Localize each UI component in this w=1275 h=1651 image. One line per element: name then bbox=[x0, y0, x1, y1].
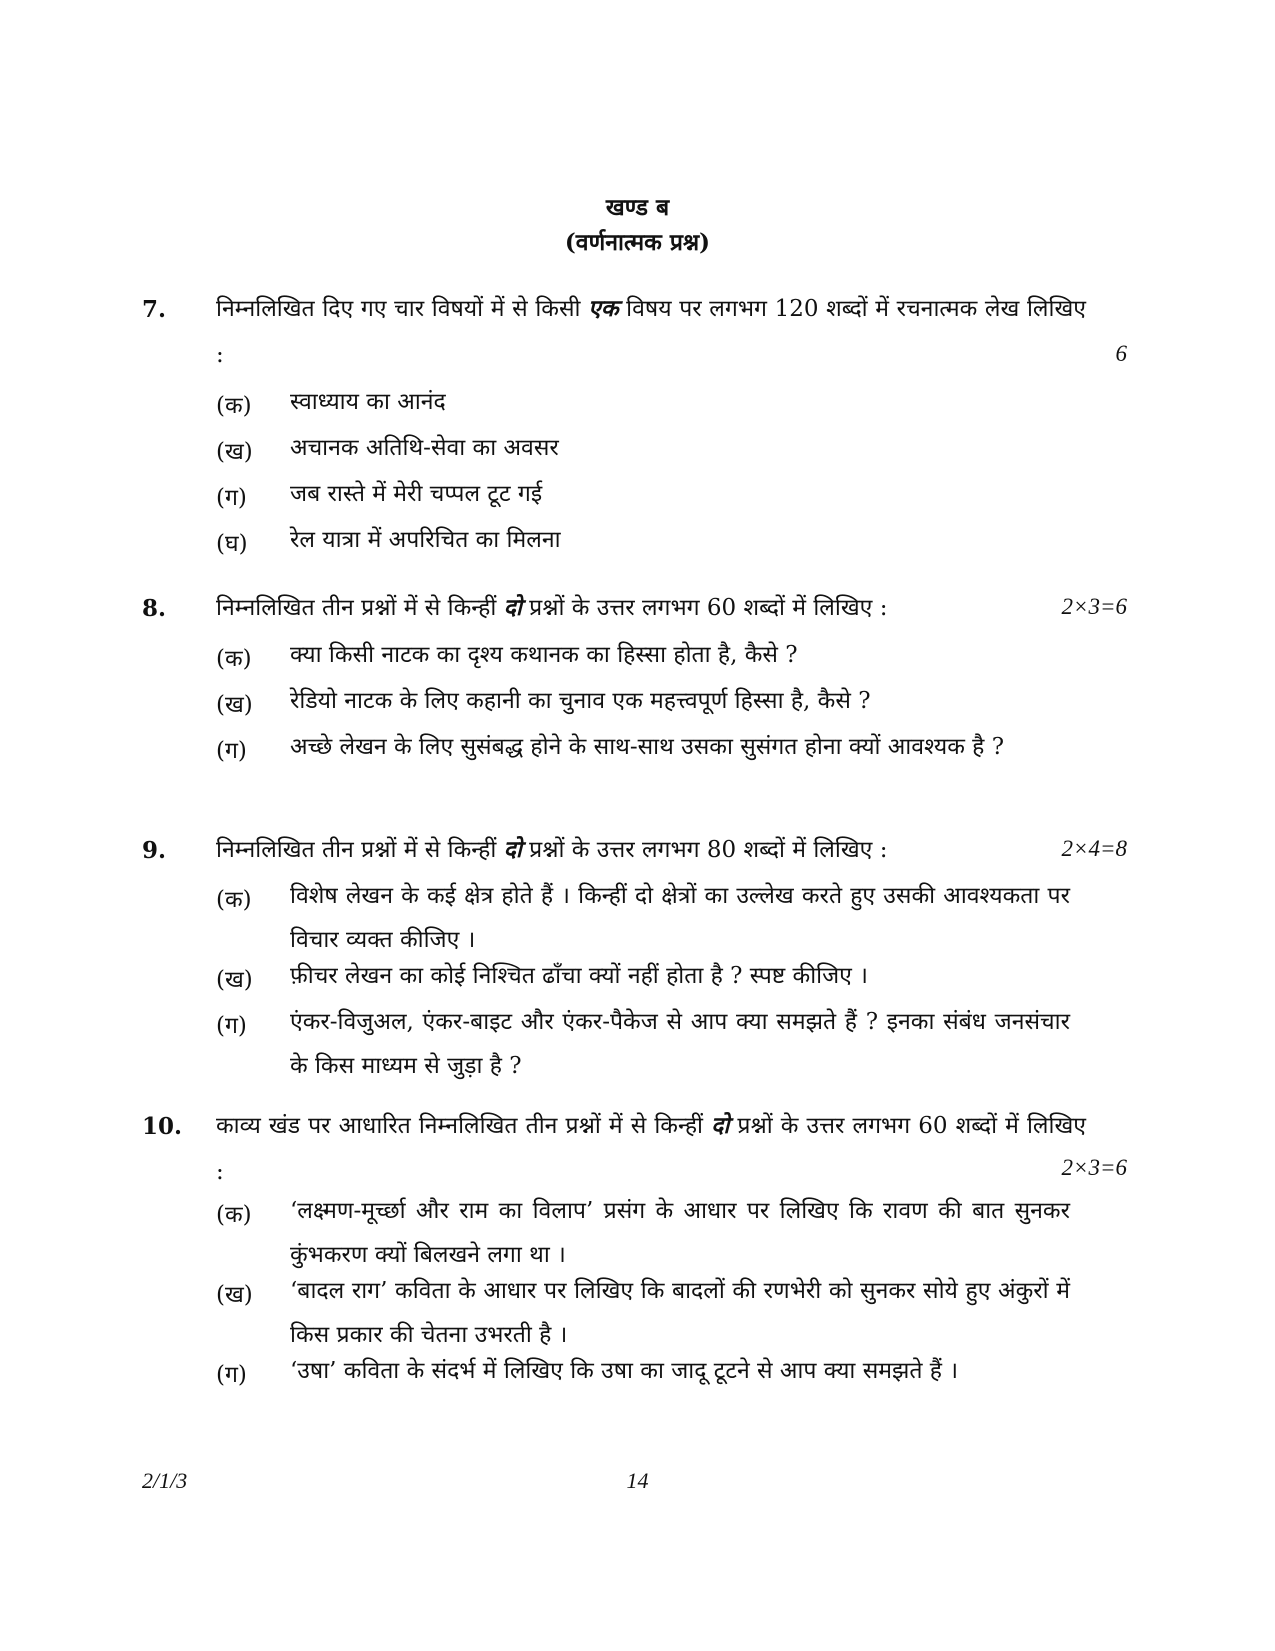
option-label: (ख) bbox=[216, 967, 253, 993]
question-marks: 2×3=6 bbox=[1061, 1155, 1127, 1180]
question-number: 8. bbox=[142, 595, 167, 622]
question-emphasis: दो bbox=[503, 836, 522, 863]
option-text: अचानक अतिथि-सेवा का अवसर bbox=[290, 435, 559, 461]
option-label: (क) bbox=[216, 1202, 252, 1228]
question-emphasis: एक bbox=[588, 295, 619, 322]
question-text: निम्नलिखित तीन प्रश्नों में से किन्हीं दो प्रश्नों के उत्तर लगभग 60 शब्दों में लिखिए : bbox=[216, 594, 888, 621]
question-emphasis: दो bbox=[503, 594, 522, 621]
option-label: (क) bbox=[216, 393, 252, 419]
option-label: (ग) bbox=[216, 485, 247, 511]
option-text: क्या किसी नाटक का दृश्य कथानक का हिस्सा होता है, कैसे ? bbox=[290, 642, 798, 668]
question-text: काव्य खंड पर आधारित निम्नलिखित तीन प्रश्नों में से किन्हीं दो प्रश्नों के उत्तर लगभग 60 शब्दों में लिखिए : bbox=[216, 1112, 1087, 1185]
question-marks: 2×4=8 bbox=[1061, 836, 1127, 861]
option-text: जब रास्ते में मेरी चप्पल टूट गई bbox=[290, 481, 543, 507]
option-text: ‘उषा’ कविता के संदर्भ में लिखिए कि उषा का जादू टूटने से आप क्या समझते हैं । bbox=[290, 1358, 959, 1384]
question-number: 10. bbox=[142, 1113, 183, 1140]
question-number: 9. bbox=[142, 837, 167, 864]
option-label: (ग) bbox=[216, 1362, 247, 1388]
option-text: फ़ीचर लेखन का कोई निश्चित ढाँचा क्यों नहीं होता है ? स्पष्ट कीजिए । bbox=[290, 963, 868, 989]
option-text: रेडियो नाटक के लिए कहानी का चुनाव एक महत्त्वपूर्ण हिस्सा है, कैसे ? bbox=[290, 688, 871, 714]
option-label: (ग) bbox=[216, 1013, 247, 1039]
question-marks: 2×3=6 bbox=[1061, 594, 1127, 619]
section-title: खण्ड ब bbox=[605, 194, 670, 221]
option-label: (क) bbox=[216, 646, 252, 672]
option-text: रेल यात्रा में अपरिचित का मिलना bbox=[290, 527, 561, 553]
option-label: (घ) bbox=[216, 531, 248, 557]
option-text: एंकर-विजुअल, एंकर-बाइट और एंकर-पैकेज से आप क्या समझते हैं ? इनका संबंध जनसंचार के किस माध्यम से जुड़ा है ? bbox=[290, 1009, 1070, 1079]
section-subtitle: (वर्णनात्मक प्रश्न) bbox=[564, 229, 711, 256]
option-label: (क) bbox=[216, 887, 252, 913]
question-number: 7. bbox=[142, 296, 167, 323]
option-text: ‘बादल राग’ कविता के आधार पर लिखिए कि बादलों की रणभेरी को सुनकर सोये हुए अंकुरों में किस प्रकार की चेतना उभरती है । bbox=[290, 1278, 1070, 1348]
option-text: ‘लक्ष्मण-मूर्च्छा और राम का विलाप’ प्रसंग के आधार पर लिखिए कि रावण की बात सुनकर कुंभकरण क्यों बिलखने लगा था । bbox=[290, 1198, 1070, 1268]
option-label: (ख) bbox=[216, 692, 253, 718]
question-emphasis: दो bbox=[711, 1112, 730, 1139]
option-text: विशेष लेखन के कई क्षेत्र होते हैं । किन्हीं दो क्षेत्रों का उल्लेख करते हुए उसकी आवश्यकता पर विचार व्यक्त कीजिए । bbox=[290, 883, 1070, 953]
paper-code: 2/1/3 bbox=[142, 1468, 188, 1493]
option-text: स्वाध्याय का आनंद bbox=[290, 389, 446, 415]
question-marks: 6 bbox=[1115, 341, 1127, 366]
question-text: निम्नलिखित दिए गए चार विषयों में से किसी एक विषय पर लगभग 120 शब्दों में रचनात्मक लेख लिखिए : bbox=[216, 295, 1087, 368]
option-text: अच्छे लेखन के लिए सुसंबद्ध होने के साथ-साथ उसका सुसंगत होना क्यों आवश्यक है ? bbox=[290, 734, 1005, 760]
page-number: 14 bbox=[626, 1468, 649, 1493]
option-label: (ख) bbox=[216, 1282, 253, 1308]
question-text: निम्नलिखित तीन प्रश्नों में से किन्हीं दो प्रश्नों के उत्तर लगभग 80 शब्दों में लिखिए : bbox=[216, 836, 888, 863]
option-label: (ख) bbox=[216, 439, 253, 465]
option-label: (ग) bbox=[216, 738, 247, 764]
